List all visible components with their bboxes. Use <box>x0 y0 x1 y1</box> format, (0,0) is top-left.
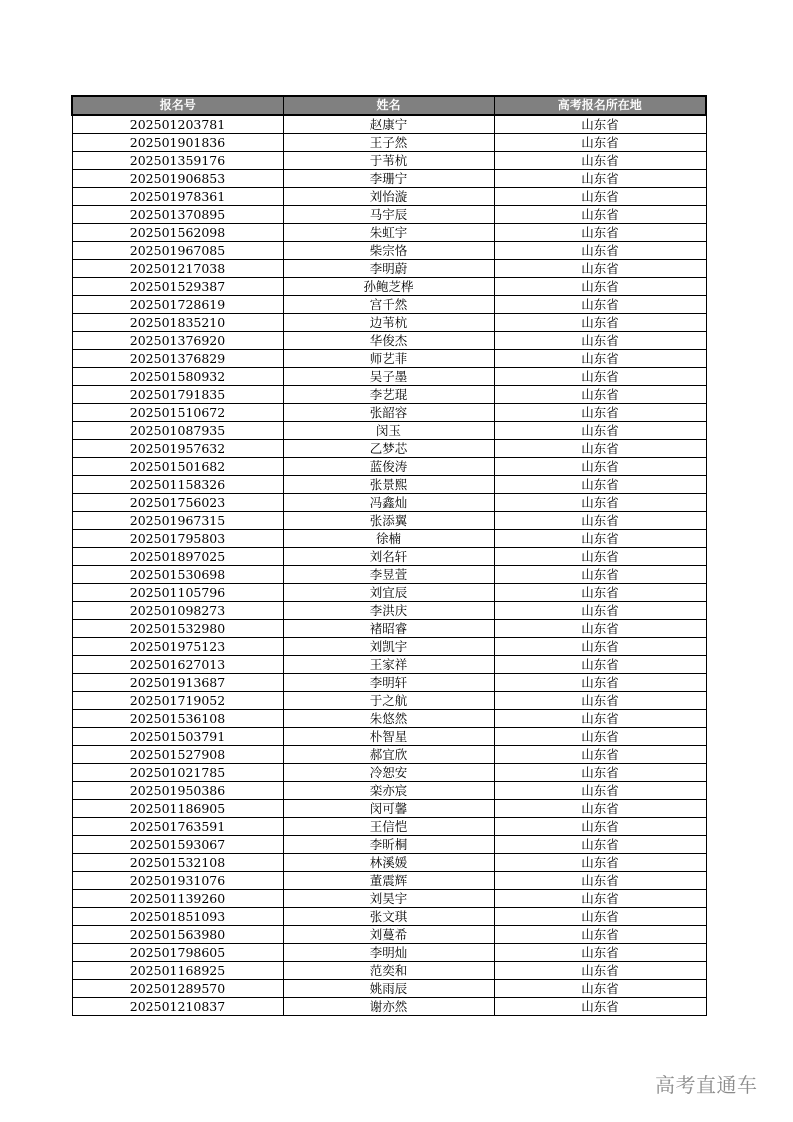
cell-registration-location: 山东省 <box>494 278 706 296</box>
cell-registration-location: 山东省 <box>494 800 706 818</box>
table-row <box>72 980 706 998</box>
cell-registration-number: 202501795803 <box>72 530 283 548</box>
cell-name: 师艺菲 <box>283 350 494 368</box>
cell-registration-number: 202501913687 <box>72 674 283 692</box>
cell-name: 冷恕安 <box>283 764 494 782</box>
cell-registration-number: 202501978361 <box>72 188 283 206</box>
table-row <box>72 296 706 314</box>
cell-registration-location: 山东省 <box>494 944 706 962</box>
cell-name: 李洪庆 <box>283 602 494 620</box>
cell-registration-number: 202501217038 <box>72 260 283 278</box>
cell-registration-location: 山东省 <box>494 620 706 638</box>
cell-registration-number: 202501536108 <box>72 710 283 728</box>
cell-registration-number: 202501851093 <box>72 908 283 926</box>
cell-registration-location: 山东省 <box>494 260 706 278</box>
cell-name: 王家祥 <box>283 656 494 674</box>
cell-registration-number: 202501168925 <box>72 962 283 980</box>
cell-registration-number: 202501510672 <box>72 404 283 422</box>
cell-registration-location: 山东省 <box>494 908 706 926</box>
cell-name: 闵可馨 <box>283 800 494 818</box>
cell-registration-number: 202501105796 <box>72 584 283 602</box>
table-row <box>72 710 706 728</box>
table-row <box>72 674 706 692</box>
cell-registration-number: 202501957632 <box>72 440 283 458</box>
cell-registration-location: 山东省 <box>494 548 706 566</box>
cell-name: 李珊宁 <box>283 170 494 188</box>
cell-registration-number: 202501728619 <box>72 296 283 314</box>
cell-registration-number: 202501098273 <box>72 602 283 620</box>
cell-registration-number: 202501967085 <box>72 242 283 260</box>
cell-registration-location: 山东省 <box>494 818 706 836</box>
cell-name: 于之航 <box>283 692 494 710</box>
cell-registration-location: 山东省 <box>494 530 706 548</box>
cell-registration-location: 山东省 <box>494 314 706 332</box>
cell-registration-location: 山东省 <box>494 764 706 782</box>
cell-name: 李艺琨 <box>283 386 494 404</box>
column-header-registration-number: 报名号 <box>72 96 283 115</box>
cell-name: 张添翼 <box>283 512 494 530</box>
cell-name: 孙鲍芝桦 <box>283 278 494 296</box>
cell-registration-location: 山东省 <box>494 584 706 602</box>
table-row <box>72 656 706 674</box>
cell-registration-number: 202501139260 <box>72 890 283 908</box>
cell-name: 李昱萱 <box>283 566 494 584</box>
cell-registration-location: 山东省 <box>494 926 706 944</box>
cell-name: 宫千然 <box>283 296 494 314</box>
cell-name: 范奕和 <box>283 962 494 980</box>
cell-registration-location: 山东省 <box>494 134 706 152</box>
cell-name: 吴子墨 <box>283 368 494 386</box>
table-row <box>72 998 706 1016</box>
cell-registration-number: 202501906853 <box>72 170 283 188</box>
cell-name: 李昕桐 <box>283 836 494 854</box>
cell-name: 王信恺 <box>283 818 494 836</box>
table-row <box>72 458 706 476</box>
cell-registration-number: 202501562098 <box>72 224 283 242</box>
table-row <box>72 620 706 638</box>
cell-registration-location: 山东省 <box>494 206 706 224</box>
table-row <box>72 800 706 818</box>
cell-registration-number: 202501186905 <box>72 800 283 818</box>
table-row <box>72 566 706 584</box>
cell-name: 郝宜欣 <box>283 746 494 764</box>
column-header-registration-location: 高考报名所在地 <box>494 96 706 115</box>
table-row <box>72 260 706 278</box>
watermark-text: 高考直通车 <box>655 1073 758 1097</box>
table-row <box>72 602 706 620</box>
cell-name: 朱悠然 <box>283 710 494 728</box>
table-row <box>72 782 706 800</box>
cell-registration-number: 202501593067 <box>72 836 283 854</box>
table-row <box>72 872 706 890</box>
cell-registration-number: 202501931076 <box>72 872 283 890</box>
cell-registration-location: 山东省 <box>494 512 706 530</box>
cell-registration-number: 202501627013 <box>72 656 283 674</box>
table-row <box>72 548 706 566</box>
cell-registration-location: 山东省 <box>494 998 706 1016</box>
table-row <box>72 152 706 170</box>
cell-registration-number: 202501532980 <box>72 620 283 638</box>
cell-name: 蓝俊涛 <box>283 458 494 476</box>
cell-name: 张韶容 <box>283 404 494 422</box>
table-row <box>72 440 706 458</box>
table-row <box>72 692 706 710</box>
cell-registration-number: 202501532108 <box>72 854 283 872</box>
table-row <box>72 404 706 422</box>
cell-name: 柴宗恪 <box>283 242 494 260</box>
cell-registration-number: 202501897025 <box>72 548 283 566</box>
cell-registration-number: 202501501682 <box>72 458 283 476</box>
cell-registration-number: 202501376920 <box>72 332 283 350</box>
table-row <box>72 368 706 386</box>
cell-registration-location: 山东省 <box>494 728 706 746</box>
table-row <box>72 314 706 332</box>
cell-registration-location: 山东省 <box>494 458 706 476</box>
table-row <box>72 170 706 188</box>
cell-registration-number: 202501763591 <box>72 818 283 836</box>
cell-registration-location: 山东省 <box>494 188 706 206</box>
cell-name: 林溪媛 <box>283 854 494 872</box>
cell-registration-location: 山东省 <box>494 602 706 620</box>
cell-name: 边苇杭 <box>283 314 494 332</box>
cell-registration-location: 山东省 <box>494 566 706 584</box>
column-header-name: 姓名 <box>283 96 494 115</box>
cell-name: 李明轩 <box>283 674 494 692</box>
cell-registration-location: 山东省 <box>494 836 706 854</box>
table-header <box>72 96 706 115</box>
table-row <box>72 926 706 944</box>
cell-registration-location: 山东省 <box>494 656 706 674</box>
cell-registration-location: 山东省 <box>494 782 706 800</box>
cell-name: 刘昊宇 <box>283 890 494 908</box>
cell-registration-number: 202501021785 <box>72 764 283 782</box>
cell-registration-number: 202501901836 <box>72 134 283 152</box>
table-row <box>72 746 706 764</box>
header-row <box>72 96 706 115</box>
cell-registration-location: 山东省 <box>494 494 706 512</box>
cell-registration-number: 202501798605 <box>72 944 283 962</box>
cell-registration-location: 山东省 <box>494 674 706 692</box>
cell-registration-location: 山东省 <box>494 980 706 998</box>
cell-name: 闵玉 <box>283 422 494 440</box>
cell-registration-number: 202501950386 <box>72 782 283 800</box>
table-row <box>72 530 706 548</box>
cell-registration-number: 202501975123 <box>72 638 283 656</box>
cell-registration-number: 202501503791 <box>72 728 283 746</box>
cell-registration-number: 202501370895 <box>72 206 283 224</box>
cell-registration-number: 202501580932 <box>72 368 283 386</box>
cell-registration-number: 202501529387 <box>72 278 283 296</box>
cell-registration-number: 202501835210 <box>72 314 283 332</box>
cell-name: 董震辉 <box>283 872 494 890</box>
cell-registration-location: 山东省 <box>494 854 706 872</box>
cell-registration-number: 202501563980 <box>72 926 283 944</box>
cell-name: 李明蔚 <box>283 260 494 278</box>
table-row <box>72 854 706 872</box>
cell-name: 褚昭睿 <box>283 620 494 638</box>
cell-registration-location: 山东省 <box>494 170 706 188</box>
table-row <box>72 134 706 152</box>
cell-registration-number: 202501158326 <box>72 476 283 494</box>
table-row <box>72 278 706 296</box>
cell-registration-location: 山东省 <box>494 350 706 368</box>
cell-name: 刘蔓希 <box>283 926 494 944</box>
table-row <box>72 908 706 926</box>
table-row <box>72 890 706 908</box>
table-row <box>72 350 706 368</box>
cell-registration-number: 202501203781 <box>72 115 283 134</box>
cell-name: 冯鑫灿 <box>283 494 494 512</box>
cell-name: 徐楠 <box>283 530 494 548</box>
cell-registration-location: 山东省 <box>494 638 706 656</box>
cell-name: 谢亦然 <box>283 998 494 1016</box>
table-row <box>72 224 706 242</box>
table-row <box>72 728 706 746</box>
cell-registration-number: 202501359176 <box>72 152 283 170</box>
table-body <box>72 115 706 1016</box>
table-row <box>72 188 706 206</box>
cell-name: 姚雨辰 <box>283 980 494 998</box>
table-row <box>72 584 706 602</box>
cell-registration-location: 山东省 <box>494 332 706 350</box>
cell-registration-number: 202501530698 <box>72 566 283 584</box>
cell-registration-location: 山东省 <box>494 476 706 494</box>
table-row <box>72 638 706 656</box>
cell-registration-number: 202501087935 <box>72 422 283 440</box>
cell-registration-location: 山东省 <box>494 692 706 710</box>
cell-registration-location: 山东省 <box>494 746 706 764</box>
table-row <box>72 512 706 530</box>
cell-registration-number: 202501756023 <box>72 494 283 512</box>
cell-name: 于苇杭 <box>283 152 494 170</box>
cell-registration-location: 山东省 <box>494 422 706 440</box>
table-row <box>72 764 706 782</box>
table-row <box>72 818 706 836</box>
cell-registration-location: 山东省 <box>494 386 706 404</box>
cell-registration-location: 山东省 <box>494 242 706 260</box>
cell-name: 赵康宁 <box>283 115 494 134</box>
cell-registration-location: 山东省 <box>494 115 706 134</box>
cell-registration-number: 202501791835 <box>72 386 283 404</box>
cell-name: 刘怡漩 <box>283 188 494 206</box>
cell-registration-number: 202501289570 <box>72 980 283 998</box>
cell-name: 刘宜辰 <box>283 584 494 602</box>
cell-name: 张文琪 <box>283 908 494 926</box>
cell-name: 栾亦宸 <box>283 782 494 800</box>
cell-registration-location: 山东省 <box>494 872 706 890</box>
table-row <box>72 836 706 854</box>
cell-registration-location: 山东省 <box>494 404 706 422</box>
cell-name: 刘名轩 <box>283 548 494 566</box>
table-row <box>72 962 706 980</box>
cell-name: 乙梦芯 <box>283 440 494 458</box>
cell-name: 朴智星 <box>283 728 494 746</box>
cell-registration-location: 山东省 <box>494 440 706 458</box>
table-row <box>72 206 706 224</box>
cell-name: 华俊杰 <box>283 332 494 350</box>
table-row <box>72 115 706 134</box>
cell-registration-location: 山东省 <box>494 224 706 242</box>
table-row <box>72 476 706 494</box>
cell-registration-number: 202501527908 <box>72 746 283 764</box>
cell-name: 李明灿 <box>283 944 494 962</box>
table-row <box>72 386 706 404</box>
cell-name: 刘凯宇 <box>283 638 494 656</box>
cell-registration-location: 山东省 <box>494 152 706 170</box>
cell-registration-location: 山东省 <box>494 368 706 386</box>
cell-registration-location: 山东省 <box>494 296 706 314</box>
cell-registration-number: 202501719052 <box>72 692 283 710</box>
table-row <box>72 332 706 350</box>
table-row <box>72 242 706 260</box>
cell-registration-number: 202501967315 <box>72 512 283 530</box>
cell-registration-number: 202501210837 <box>72 998 283 1016</box>
cell-name: 王子然 <box>283 134 494 152</box>
cell-registration-location: 山东省 <box>494 962 706 980</box>
table-row <box>72 944 706 962</box>
cell-name: 马宇辰 <box>283 206 494 224</box>
cell-registration-location: 山东省 <box>494 710 706 728</box>
registration-table <box>71 95 707 1016</box>
table-row <box>72 422 706 440</box>
table-row <box>72 494 706 512</box>
cell-registration-number: 202501376829 <box>72 350 283 368</box>
cell-registration-location: 山东省 <box>494 890 706 908</box>
cell-name: 张景熙 <box>283 476 494 494</box>
cell-name: 朱虹宇 <box>283 224 494 242</box>
